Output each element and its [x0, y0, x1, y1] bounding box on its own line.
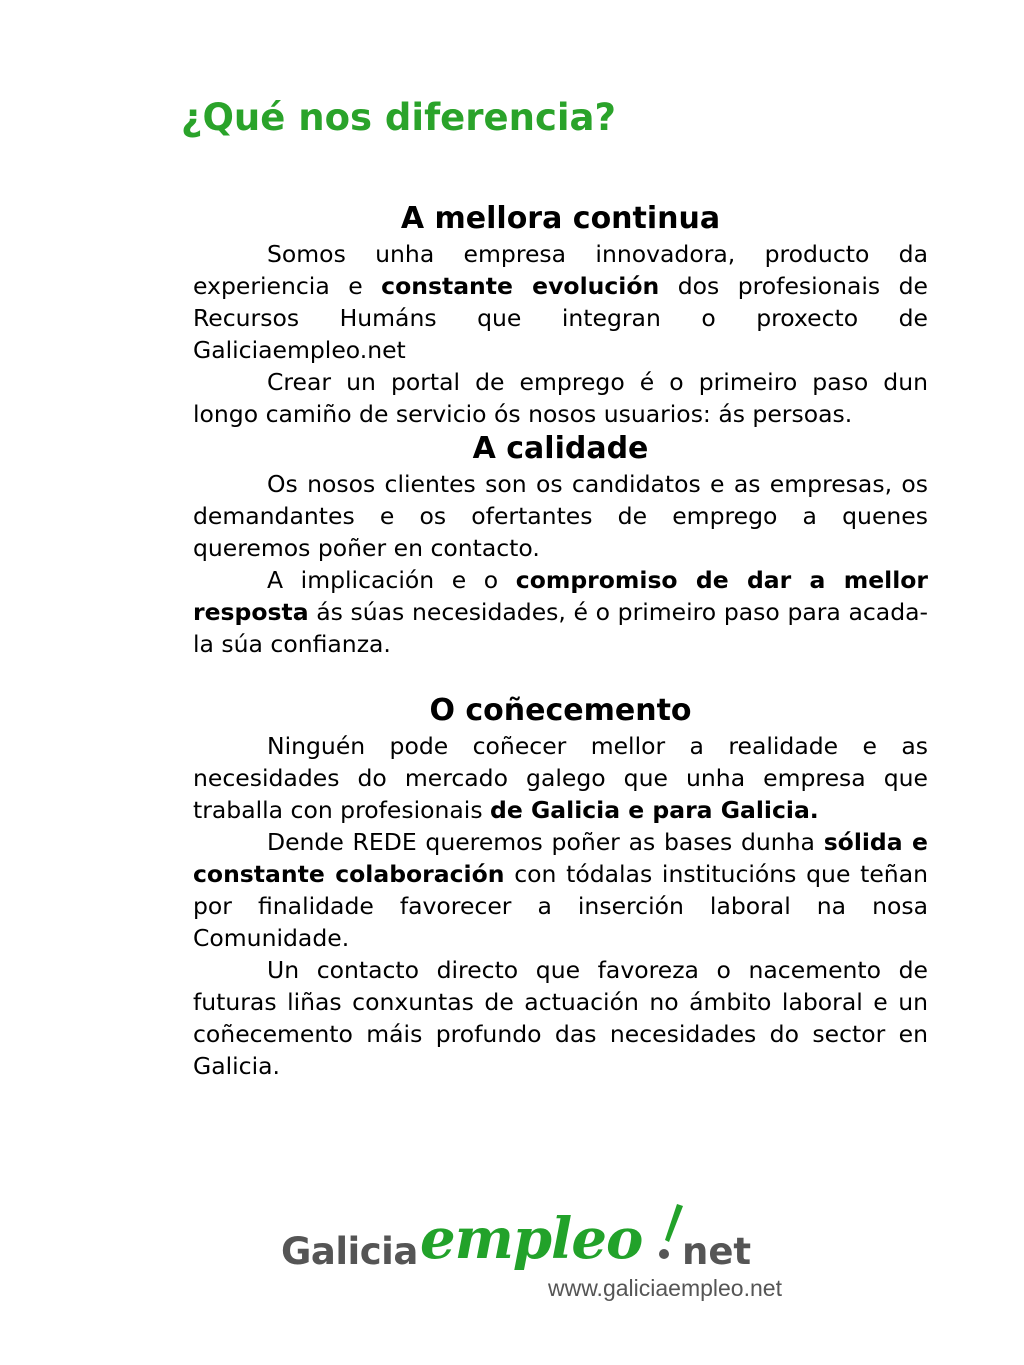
- emphasis-text: sólida e constante colaboración: [193, 828, 928, 888]
- logo-url: www.galiciaempleo.net: [548, 1275, 782, 1301]
- paragraph: [193, 238, 928, 366]
- paragraph-text: Dende REDE queremos poñer as bases dunha: [267, 828, 824, 856]
- paragraph-text: Crear un portal de emprego é o primeiro paso dun longo camiño de servicio ós nosos usuarios: ás persoas.: [193, 368, 928, 428]
- paragraph-text: Un contacto directo que favoreza o nacemento de futuras liñas conxuntas de actuación no ámbito laboral e un coñecemento máis profundo das necesidades do sector en Galicia.: [193, 956, 928, 1080]
- section-spacer: [193, 660, 928, 692]
- paragraph: [193, 826, 928, 954]
- paragraph-text: A implicación e o: [267, 566, 516, 594]
- paragraph: [193, 468, 928, 564]
- page-title: ¿Qué nos diferencia?: [181, 96, 616, 139]
- emphasis-text: de Galicia e para Galicia.: [490, 796, 819, 824]
- paragraph-text: Ninguén pode coñecer mellor a realidade e as necesidades do mercado galego que unha empresa que traballa con profesionais: [193, 732, 928, 824]
- paragraph-text: dos profesionais de Recursos Humáns que integran o proxecto de Galiciaempleo.net: [193, 272, 929, 364]
- paragraph: [193, 954, 928, 1082]
- logo-word-empleo: empleo: [420, 1206, 643, 1272]
- section-heading-mellora: A mellora continua: [400, 201, 721, 236]
- emphasis-text: compromiso de dar a mellor resposta: [193, 566, 928, 626]
- section-heading-conecemento: O coñecemento: [429, 693, 692, 728]
- emphasis-text: constante evolución: [381, 272, 660, 300]
- logo-word-galicia: Galicia: [281, 1230, 418, 1273]
- paragraph: [193, 730, 928, 826]
- paragraph-text: Somos unha empresa innovadora, producto da experiencia e: [193, 240, 928, 300]
- paragraph-text: con tódalas institucións que teñan por finalidade favorecer a inserción laboral na nosa Comunidade.: [193, 860, 928, 952]
- galiciaempleo-logo: [281, 1200, 811, 1310]
- exclamation-icon: [657, 1202, 685, 1262]
- section-heading-calidade: A calidade: [472, 431, 649, 466]
- logo-word-net: net: [682, 1230, 752, 1273]
- main-content: [193, 200, 928, 1082]
- paragraph: [193, 366, 928, 430]
- paragraph: [193, 564, 928, 660]
- paragraph-text: ás súas necesidades, é o primeiro paso para acada-la súa confianza.: [193, 598, 928, 658]
- paragraph-text: Os nosos clientes son os candidatos e as empresas, os demandantes e os ofertantes de emprego a quenes queremos poñer en contacto.: [193, 470, 928, 562]
